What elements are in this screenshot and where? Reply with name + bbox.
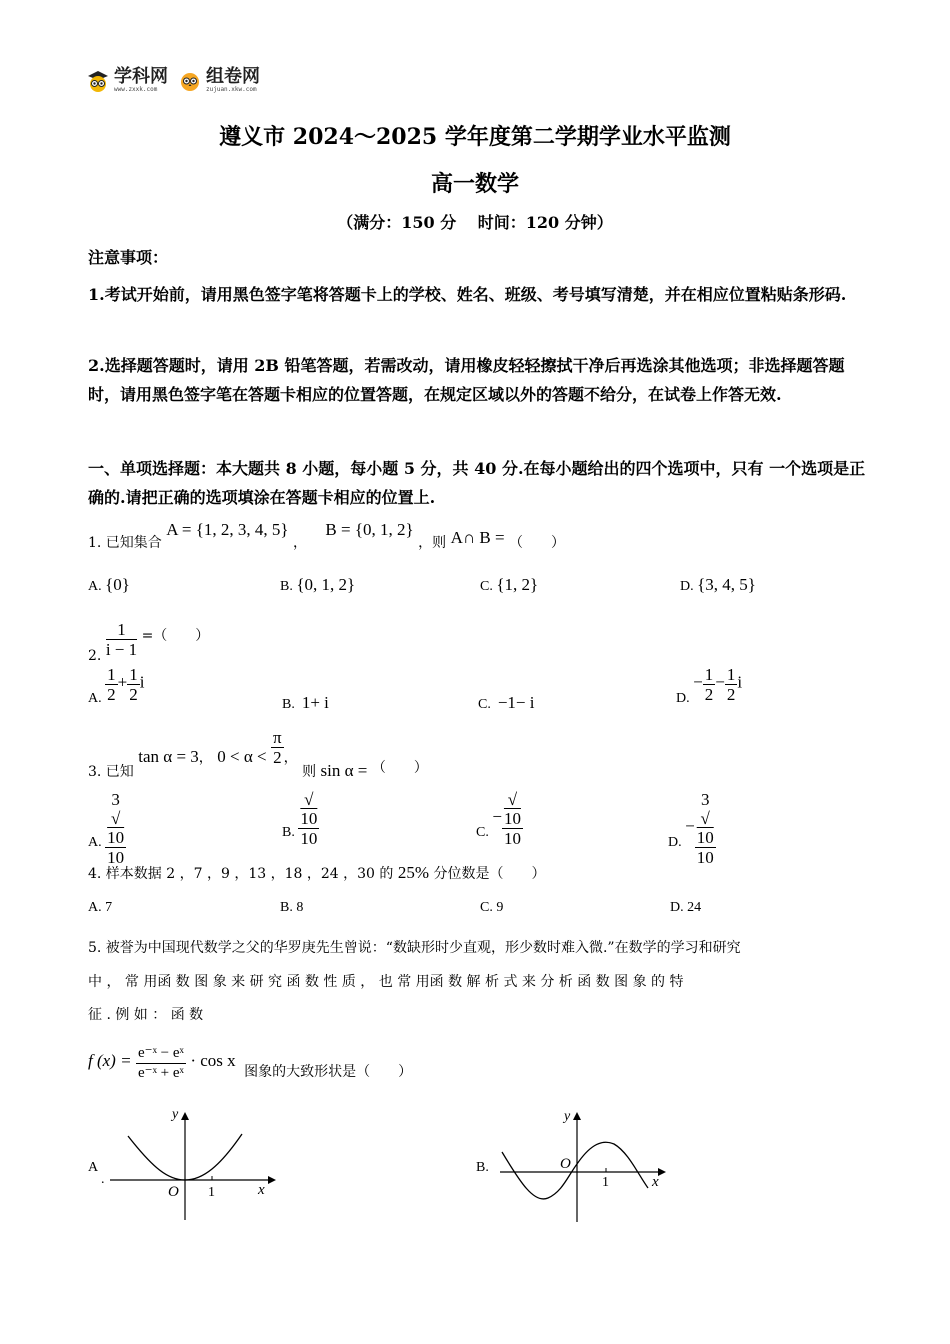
graph-a-x-arrow	[268, 1176, 276, 1184]
q2-d-i: i	[737, 672, 743, 692]
q2-a-i: i	[139, 672, 145, 692]
q3-option-d[interactable]	[668, 790, 716, 867]
q2-c-label: C.	[478, 697, 491, 712]
section-1-heading: 一、单项选择题：本大题共 8 小题，每小题 5 分，共 40 分.在每小题给出的四个选项中，只有 一个选项是正确的.请把正确的选项填涂在答题卡相应的位置上.	[88, 459, 866, 507]
q2-eq: =（ ）	[141, 627, 210, 644]
q2-d-den2: 2	[726, 685, 736, 704]
q3-d-rad: 10	[696, 828, 714, 847]
q3-d-den: 10	[696, 848, 714, 867]
q1-lead: 1. 已知集合	[88, 535, 162, 551]
q2-lead: 2.	[88, 647, 102, 664]
q3-a-coef: 3	[111, 790, 120, 809]
q1-a-value: {0}	[105, 575, 130, 594]
graph-b-x-arrow	[658, 1168, 666, 1176]
q2-d-frac2	[725, 665, 738, 704]
q2-option-d[interactable]	[676, 665, 742, 704]
q4-option-c[interactable]	[480, 900, 503, 916]
q3-c-den: 10	[503, 829, 521, 848]
exam-title: 遵义市 2024～2025 学年度第二学期学业水平监测	[219, 124, 731, 150]
q4-d-value: 24	[687, 900, 702, 915]
q3-a-rad: 10	[107, 828, 125, 847]
q4-option-a[interactable]	[88, 900, 112, 916]
q1-blank: （ ）	[509, 535, 566, 551]
q3-cond1: tan α = 3	[138, 746, 199, 766]
q5-tail: 图象的大致形状是（ ）	[244, 1063, 413, 1080]
graph-a-y-label: y	[172, 1108, 179, 1122]
q1-d-label: D.	[680, 579, 694, 594]
q4-c-label: C.	[480, 900, 493, 915]
q3-option-a[interactable]	[88, 790, 126, 867]
q5-function	[88, 1044, 412, 1083]
q2-a-frac2	[127, 665, 140, 704]
graph-b-y-label: y	[564, 1109, 571, 1124]
q4-text: 4. 样本数据 2 ，7 ，9 ，13 ，18 ，24 ，30 的	[88, 866, 394, 882]
q3-d-coef: 3	[700, 790, 710, 809]
q3-b-den: 10	[300, 829, 318, 848]
q3-c-sign: −	[492, 807, 502, 827]
q2-a-num2: 1	[129, 665, 138, 684]
q1-option-a[interactable]	[88, 575, 130, 595]
q3-option-c[interactable]	[476, 790, 523, 848]
q4-option-b[interactable]	[280, 900, 303, 916]
q3-b-label: B.	[282, 825, 295, 841]
q3-expr: sin α =	[320, 760, 368, 780]
q4-option-d[interactable]	[670, 900, 701, 916]
q2-a-frac1	[105, 665, 118, 704]
q2-option-b[interactable]	[282, 693, 329, 713]
q2-a-label: A.	[88, 690, 102, 706]
q3-c-rad: 10	[503, 809, 521, 828]
zujuan-url: zujuan.xkw.com	[206, 86, 257, 93]
q2-option-a[interactable]	[88, 665, 144, 704]
q5-graph-b[interactable]	[496, 1106, 672, 1226]
question-3	[88, 728, 428, 780]
q3-comma2: ，	[283, 749, 298, 766]
q3-blank: （ ）	[371, 759, 428, 776]
logo-bar	[86, 68, 260, 93]
q2-den: i − 1	[105, 640, 138, 659]
xueke-name: 学科网	[114, 66, 168, 87]
q3-cond2: 0 < α <	[217, 746, 267, 766]
q1-d-value: {3, 4, 5}	[697, 575, 756, 594]
question-1	[88, 520, 566, 553]
q1-c-label: C.	[480, 579, 493, 594]
q2-a-plus: +	[117, 672, 128, 692]
q5-den: e⁻ˣ + eˣ	[138, 1065, 184, 1081]
q2-a-den2: 2	[129, 685, 138, 704]
q3-two: 2	[273, 748, 282, 767]
q4-d-label: D.	[670, 900, 684, 915]
q3-a-frac: 3 √ 10 10	[107, 790, 125, 867]
graph-b-tick-label: 1	[602, 1175, 609, 1190]
q4-b-label: B.	[280, 900, 293, 915]
q1-set-a: A = {1, 2, 3, 4, 5}	[166, 520, 289, 539]
q3-c-frac: √ 10 10	[503, 790, 521, 848]
notes-item-1: 1.考试开始前，请用黑色签字笔将答题卡上的学校、姓名、班级、考号填写清楚，并在相应位置粘贴条形码.	[88, 285, 847, 304]
q1-expr: A∩ B =	[450, 528, 505, 547]
q5-option-a-label[interactable]: A	[88, 1160, 99, 1175]
graph-b-curve	[502, 1142, 648, 1199]
q1-option-d[interactable]	[680, 575, 756, 595]
graph-a-tick-label: 1	[208, 1185, 215, 1200]
q3-lead: 3. 已知	[88, 763, 134, 780]
q5-fx: f (x) =	[88, 1050, 132, 1070]
notes-heading: 注意事项：	[88, 248, 169, 267]
zujuan-name: 组卷网	[206, 66, 260, 87]
q1-a-label: A.	[88, 579, 102, 594]
question-4	[88, 863, 545, 884]
xueke-logo[interactable]	[86, 68, 168, 93]
notes-item-2: 2.选择题答题时，请用 2B 铅笔答题，若需改动，请用橡皮轻轻擦拭干净后再选涂其他选项；非选择题答题时，请用黑色签字笔在答题卡相应的位置答题，在规定区域以外的答题不给分，在试卷上作答无效.	[88, 356, 845, 404]
graph-a-y-arrow	[181, 1112, 189, 1120]
q2-d-minus1: −	[693, 672, 703, 692]
q3-d-label: D.	[668, 834, 682, 850]
q5-option-b-label[interactable]: B.	[476, 1160, 489, 1175]
q1-c-value: {1, 2}	[496, 575, 539, 594]
q4-a-value: 7	[105, 900, 113, 915]
q5-line-2: 中 ， 常 用函 数 图 象 来 研 究 函 数 性 质 ， 也 常 用函 数 解 析 式 来 分 析 函 数 图 象 的 特	[88, 974, 684, 990]
q4-c-value: 9	[496, 900, 504, 915]
q2-num: 1	[106, 620, 137, 640]
q3-option-b[interactable]	[282, 790, 319, 848]
q5-num: e⁻ˣ − eˣ	[136, 1044, 186, 1064]
q1-option-c[interactable]	[480, 575, 538, 595]
q3-d-frac: 3 √ 10 10	[696, 790, 714, 867]
q3-pi-frac	[271, 728, 284, 767]
q2-d-frac1	[703, 665, 716, 704]
q5-mult: · cos x	[190, 1050, 236, 1070]
q1-set-b: B = {0, 1, 2}	[325, 520, 414, 539]
q1-sep: ，	[292, 535, 307, 551]
q5-line-1: 5. 被誉为中国现代数学之父的华罗庚先生曾说：“数缺形时少直观，形少数时难入微.”在数学的学习和研究	[88, 940, 741, 956]
graph-b-y-arrow	[573, 1112, 581, 1120]
q3-b-rad: 10	[300, 809, 318, 828]
graph-b-x-label: x	[652, 1174, 659, 1190]
owl-icon	[178, 69, 202, 93]
graph-b-origin: O	[560, 1156, 571, 1172]
q5-fraction	[136, 1044, 186, 1083]
q3-pi: π	[273, 728, 282, 747]
q4-pct: 25%	[397, 863, 430, 882]
q3-a-den: 10	[107, 848, 125, 867]
q3-a-label: A.	[88, 834, 102, 850]
q3-b-frac: √ 10 10	[300, 790, 318, 848]
graph-a-origin: O	[168, 1184, 179, 1200]
exam-subtitle: 高一数学	[430, 171, 519, 197]
q4-b-value: 8	[296, 900, 304, 915]
q5-graph-a[interactable]	[108, 1108, 278, 1224]
q2-a-num1: 1	[107, 665, 116, 684]
q1-b-value: {0, 1, 2}	[296, 575, 356, 594]
q2-d-num2: 1	[726, 665, 736, 684]
q1-option-b[interactable]	[280, 575, 355, 595]
owl-icon	[86, 69, 110, 93]
q3-then: 则	[302, 763, 317, 780]
q4-a-label: A.	[88, 900, 102, 915]
graph-a-x-label: x	[258, 1182, 265, 1198]
q2-b-value: 1+ i	[301, 693, 329, 712]
q2-d-label: D.	[676, 690, 690, 706]
q1-tail: ，则	[418, 535, 447, 551]
xueke-url: www.zxxk.com	[114, 86, 158, 93]
q2-d-minus2: −	[715, 672, 725, 692]
q2-a-den1: 2	[107, 685, 116, 704]
q3-c-label: C.	[476, 825, 489, 841]
q5-option-a-dot: .	[101, 1172, 105, 1187]
q3-comma: ，	[198, 749, 213, 766]
q3-d-sign: −	[685, 816, 695, 836]
q1-b-label: B.	[280, 579, 293, 594]
zujuan-logo[interactable]	[178, 68, 260, 93]
exam-meta: （满分：150 分 时间：120 分钟）	[337, 213, 613, 232]
q2-d-num1: 1	[704, 665, 714, 684]
q2-option-c[interactable]	[478, 693, 535, 713]
q4-tail: 分位数是（ ）	[433, 866, 546, 882]
q2-d-den1: 2	[704, 685, 714, 704]
q2-fraction	[106, 620, 137, 659]
q5-line-3: 征 . 例 如 ： 函 数	[88, 1007, 204, 1023]
question-2	[88, 620, 210, 664]
q2-c-value: −1− i	[497, 693, 535, 712]
q2-b-label: B.	[282, 697, 295, 712]
